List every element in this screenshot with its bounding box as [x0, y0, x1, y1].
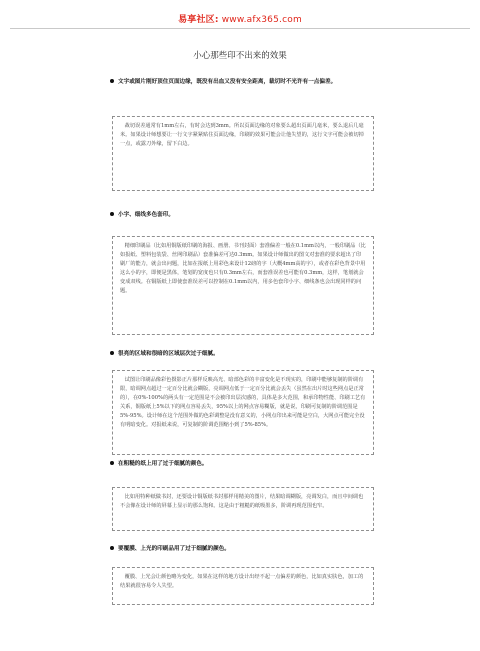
section-body-box: 精细印刷品（比如用铜版纸印刷的海报、画册、书刊封面）套准偏差一般在0.1mm以内，一般印刷品（比如报纸、塑料包装袋、丝网印刷品）套准偏差可达0.3mm。如果设计师做出的图文对套准的要求超出了印刷厂的能力，就会出问题，比如在报纸上用彩色来设计12磅的字（大概4mm高的字），或者在彩色背景中用这么小的字，即便是黑体，笔划的宽度也只有0.3mm左右，而套准误差也可能有0.3mm，这样，笔划就会变成双线。在铜版纸上即使套准误差可以控制在0.1mm以内，用多色套印小字、细线条也会出现同样的问题。	[112, 236, 374, 335]
bullet-icon	[110, 212, 114, 216]
section-heading: 很亮的区域和很暗的区域层次过于细腻。	[110, 350, 395, 358]
section-heading: 小字、细线多色套印。	[110, 211, 395, 219]
section-heading: 要覆膜、上光的印刷品用了过于细腻的颜色。	[110, 545, 395, 553]
section-heading: 在粗糙的纸上用了过于细腻的颜色。	[110, 460, 395, 468]
section-heading: 文字或图片刚好顶住页面边缘，既没有出血又没有安全距离，裁切时不光许有一点偏差。	[110, 78, 395, 86]
site-header	[0, 12, 480, 25]
section-body-box: 试图让印刷品像彩色摄影正片那样反映高光、暗部色彩的丰富变化是不现实的，印刷中能够复制的阶调有限，暗调网点超过一定百分比就会糊版，亮调网点低于一定百分比就会丢失（虽然在出片时这些网点是正常的），在0%-100%的两头有一定范围是不会被印出层次感的，具体是多大范围，和承印物性能、印刷工艺有关系，铜版纸上5%以下的网点容易丢失，95%以上的网点容易糊版，就是说，印刷可复制的阶调范围是5%-95%。设计师在这个范围外做的色彩调整是没有意义的，小网点印出来可能是空白，大网点可能完全没有明暗变化。对报纸来说，可复制的阶调范围缩小到了5%-85%。	[112, 370, 374, 455]
bullet-icon	[110, 461, 114, 465]
bullet-icon	[110, 351, 114, 355]
section-body-box: 裁切误差通常有1mm左右，有时会达到3mm。所以页面边缘的对象要么超出页面几毫米，要么退后几毫米。如果设计师想要让一行文字紧紧贴住页面边缘，印刷的效果可能会让他失望的，这行文字可能会被切掉一点，或露刀外缘，留下白边。	[112, 116, 374, 191]
header-divider	[10, 28, 470, 29]
site-logo: 易享社区:	[178, 15, 219, 25]
page-title: 小心那些印不出来的效果	[193, 51, 287, 61]
site-url[interactable]: www.afx365.com	[221, 15, 302, 25]
section-body-box: 覆膜、上光会让颜色略为变化，如果在这样的地方设计出经不起一点偏差的颜色，比如真实肤色，加工的结果就很容易令人失望。	[112, 567, 374, 605]
section-body-box: 比如用特种纸做书封，还要设计铜版纸书封那样用精美的图片，结果暗调糊版，亮调发白，而且中间调也不会像在设计师的屏幕上显示的那么饱和。这是由于粗糙的纸吸墨多，阶调再现范围也窄。	[112, 487, 374, 531]
bullet-icon	[110, 546, 114, 550]
bullet-icon	[110, 79, 114, 83]
